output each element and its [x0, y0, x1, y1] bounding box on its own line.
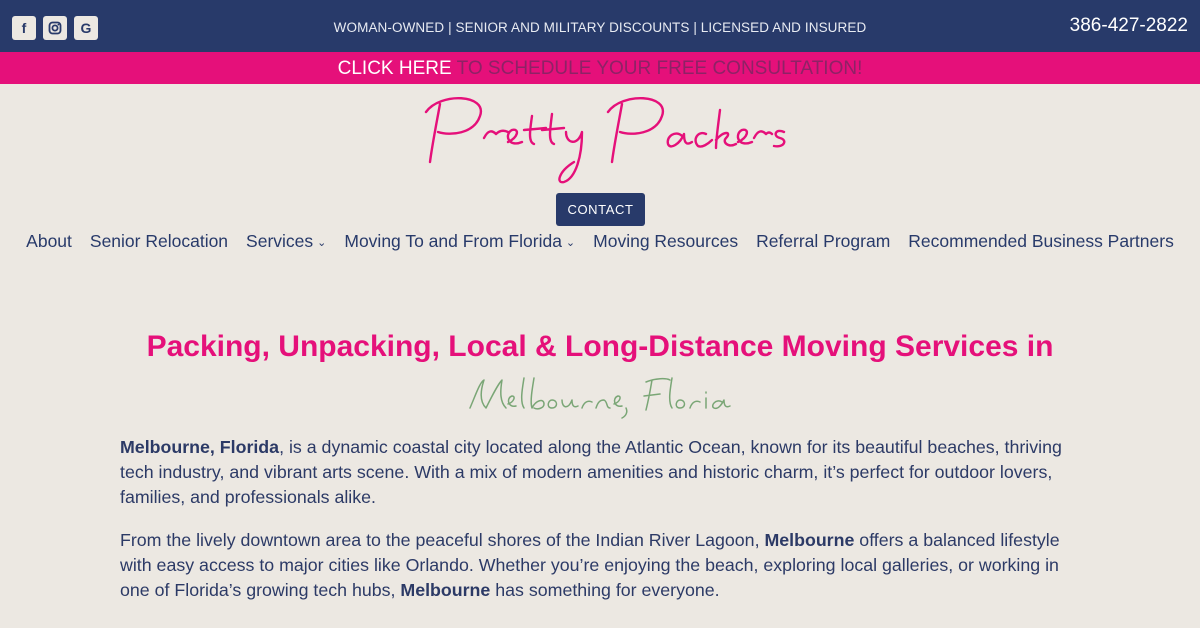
- nav-label: Services: [246, 230, 314, 251]
- nav-item-senior-relocation[interactable]: [90, 228, 228, 254]
- consultation-banner[interactable]: [0, 52, 1200, 84]
- main-nav: [0, 228, 1200, 254]
- phone-number[interactable]: 386-427-2822: [1069, 15, 1188, 36]
- paragraph-text: offers a balanced lifestyle with easy access to major cities like Orlando. Whether you’re enjoying the beach, exploring local galleries, or working in one of Florida’s growing tech hubs,: [120, 530, 1060, 600]
- pretty-packers-logo[interactable]: [400, 86, 800, 190]
- nav-item-moving-resources[interactable]: [593, 228, 738, 254]
- bold-city-name: Melbourne, Florida: [120, 437, 280, 457]
- intro-paragraph: [120, 435, 1080, 510]
- script-subtitle-melbourne-florida: [450, 370, 750, 420]
- nav-label: About: [26, 230, 72, 251]
- bold-city-name: Melbourne: [764, 530, 855, 550]
- paragraph-text: From the lively downtown area to the peaceful shores of the Indian River Lagoon,: [120, 530, 765, 550]
- nav-label: Moving Resources: [593, 230, 739, 251]
- nav-item-referral-program[interactable]: [756, 228, 890, 254]
- bold-city-name: Melbourne: [400, 580, 491, 600]
- nav-label: Recommended Business Partners: [908, 230, 1174, 251]
- nav-label: Senior Relocation: [89, 230, 229, 251]
- nav-label: Moving To and From Florida: [344, 230, 562, 251]
- google-icon[interactable]: G: [74, 16, 98, 40]
- consultation-text: TO SCHEDULE YOUR FREE CONSULTATION!: [451, 58, 863, 79]
- facebook-icon[interactable]: f: [12, 16, 36, 40]
- paragraph-text: has something for everyone.: [490, 580, 720, 600]
- top-bar: [0, 0, 1200, 52]
- chevron-down-icon: ⌄: [317, 237, 327, 249]
- chevron-down-icon: ⌄: [565, 237, 576, 249]
- nav-item-about[interactable]: [26, 228, 72, 254]
- nav-item-services[interactable]: [246, 228, 326, 254]
- nav-item-recommended-business-partners[interactable]: [908, 228, 1174, 254]
- paragraph-text: , is a dynamic coastal city located along the Atlantic Ocean, known for its beautiful beaches, thriving tech industry, and vibrant arts scene. With a mix of modern amenities and historic charm, it’s perfect for outdoor lovers, families, and professionals alike.: [120, 437, 1062, 507]
- details-paragraph: [120, 528, 1080, 603]
- contact-button[interactable]: CONTACT: [556, 193, 645, 226]
- nav-item-moving-to-from-florida[interactable]: [344, 228, 575, 254]
- click-here-link[interactable]: CLICK HERE: [337, 58, 452, 79]
- nav-label: Referral Program: [756, 230, 891, 251]
- tagline: WOMAN-OWNED | SENIOR AND MILITARY DISCOUNTS | LICENSED AND INSURED: [333, 20, 867, 35]
- page-headline: Packing, Unpacking, Local & Long-Distance Moving Services in: [146, 330, 1054, 363]
